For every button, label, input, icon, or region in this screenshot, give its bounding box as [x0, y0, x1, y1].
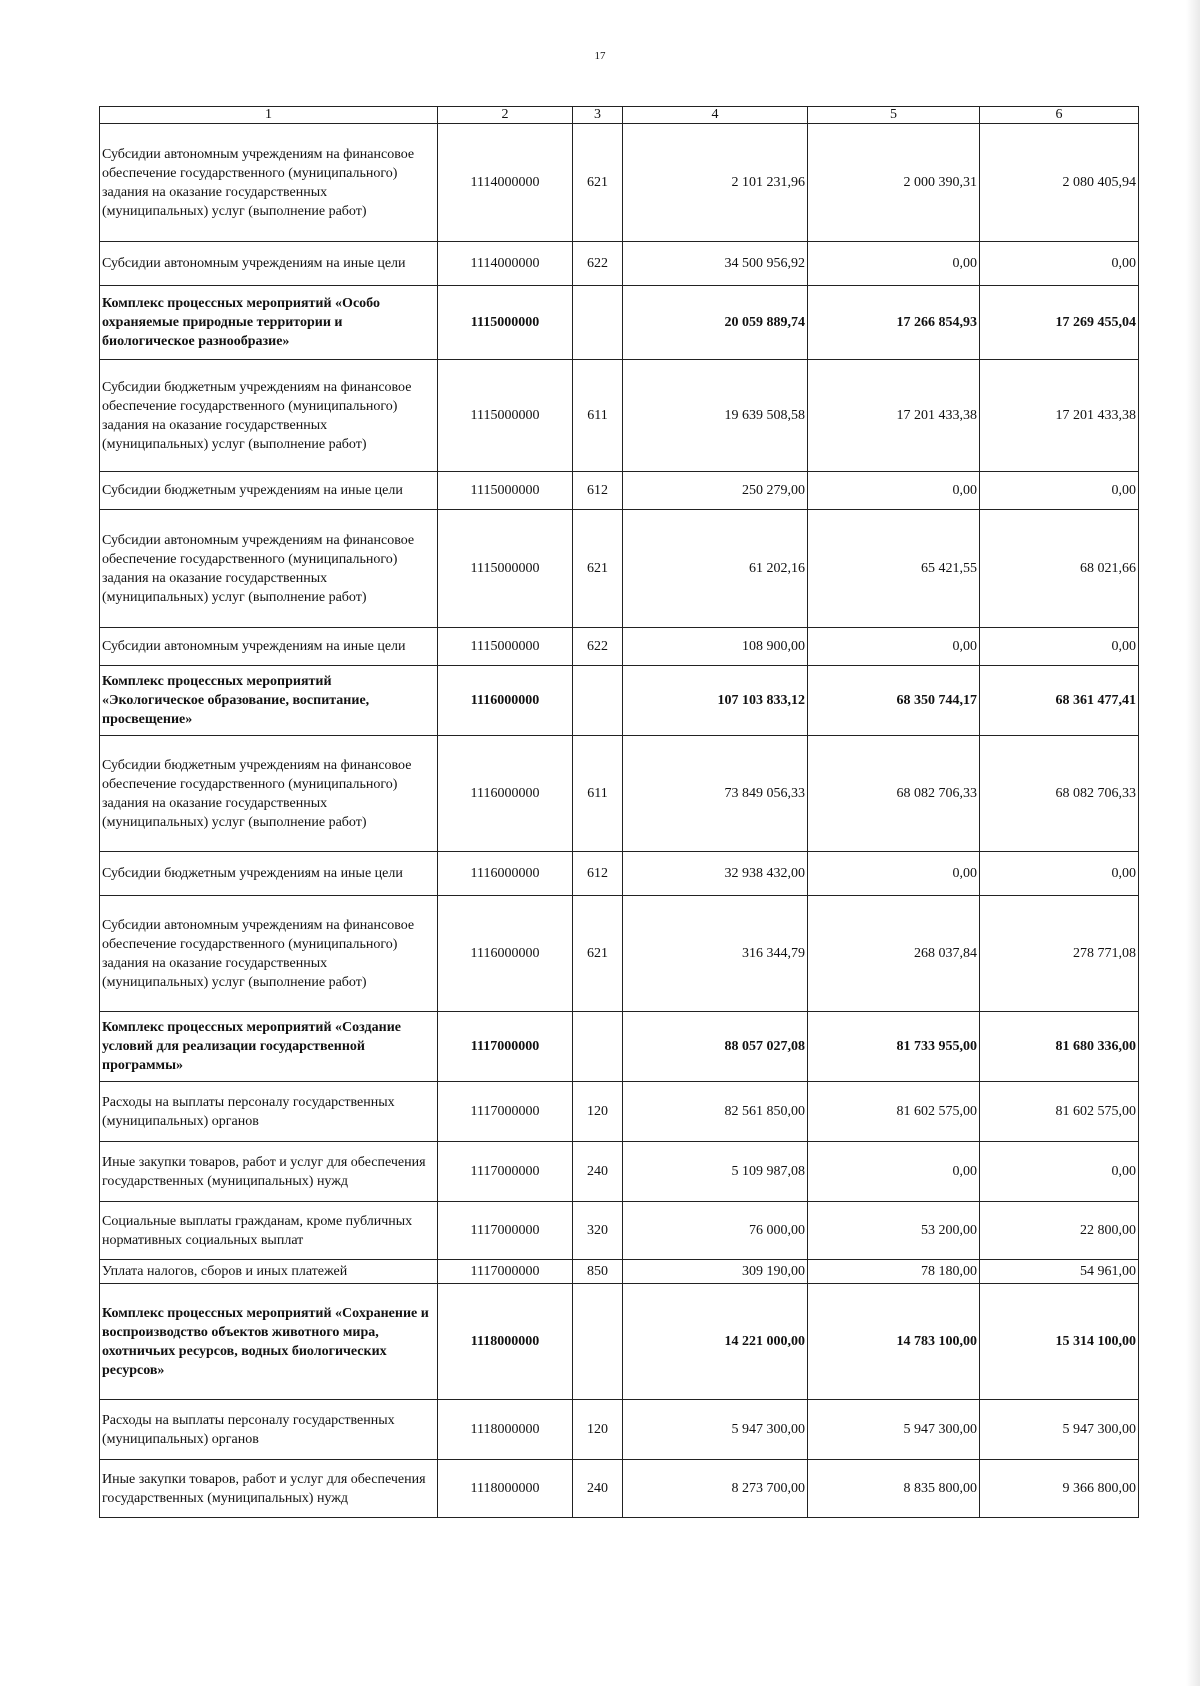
row-value-col5: 2 000 390,31	[808, 124, 980, 242]
row-name: Комплекс процессных мероприятий «Сохранение и воспроизводство объектов животного мира, охотничьих ресурсов, водных биологических ресурсов»	[100, 1284, 438, 1400]
table-row	[100, 1142, 1139, 1202]
row-code: 1115000000	[438, 286, 573, 360]
row-name: Субсидии бюджетным учреждениям на финансовое обеспечение государственного (муниципального) задания на оказание государственных (муниципальных) услуг (выполнение работ)	[100, 736, 438, 852]
table-row-complex	[100, 286, 1139, 360]
row-value-col6: 5 947 300,00	[980, 1400, 1139, 1460]
page-number: 17	[594, 50, 606, 62]
row-code: 1118000000	[438, 1400, 573, 1460]
row-value-col4: 309 190,00	[623, 1260, 808, 1284]
row-value-col4: 20 059 889,74	[623, 286, 808, 360]
row-name: Субсидии бюджетным учреждениям на иные цели	[100, 472, 438, 510]
row-value-col5: 0,00	[808, 1142, 980, 1202]
row-code: 1117000000	[438, 1202, 573, 1260]
row-expense-type: 240	[573, 1142, 623, 1202]
table-row	[100, 736, 1139, 852]
row-value-col5: 17 201 433,38	[808, 360, 980, 472]
row-value-col5: 5 947 300,00	[808, 1400, 980, 1460]
row-value-col5: 17 266 854,93	[808, 286, 980, 360]
row-value-col6: 17 201 433,38	[980, 360, 1139, 472]
row-name: Иные закупки товаров, работ и услуг для обеспечения государственных (муниципальных) нужд	[100, 1460, 438, 1518]
row-expense-type	[573, 666, 623, 736]
row-code: 1118000000	[438, 1460, 573, 1518]
row-value-col4: 19 639 508,58	[623, 360, 808, 472]
row-value-col5: 8 835 800,00	[808, 1460, 980, 1518]
row-value-col6: 0,00	[980, 472, 1139, 510]
row-value-col6: 81 602 575,00	[980, 1082, 1139, 1142]
row-code: 1117000000	[438, 1260, 573, 1284]
column-header: 1	[100, 107, 438, 124]
table-row-complex	[100, 1284, 1139, 1400]
table-row	[100, 628, 1139, 666]
row-expense-type	[573, 1284, 623, 1400]
row-value-col5: 81 602 575,00	[808, 1082, 980, 1142]
row-expense-type: 240	[573, 1460, 623, 1518]
row-code: 1116000000	[438, 736, 573, 852]
row-name: Субсидии бюджетным учреждениям на иные цели	[100, 852, 438, 896]
row-value-col6: 9 366 800,00	[980, 1460, 1139, 1518]
row-expense-type: 320	[573, 1202, 623, 1260]
column-header: 5	[808, 107, 980, 124]
table-row	[100, 1460, 1139, 1518]
row-value-col4: 61 202,16	[623, 510, 808, 628]
row-value-col6: 0,00	[980, 852, 1139, 896]
row-expense-type: 621	[573, 896, 623, 1012]
row-value-col4: 316 344,79	[623, 896, 808, 1012]
row-expense-type	[573, 286, 623, 360]
row-code: 1118000000	[438, 1284, 573, 1400]
row-value-col5: 0,00	[808, 472, 980, 510]
row-value-col6: 22 800,00	[980, 1202, 1139, 1260]
row-expense-type: 120	[573, 1082, 623, 1142]
row-value-col4: 250 279,00	[623, 472, 808, 510]
table-row	[100, 242, 1139, 286]
row-code: 1117000000	[438, 1142, 573, 1202]
row-value-col4: 107 103 833,12	[623, 666, 808, 736]
row-expense-type: 621	[573, 124, 623, 242]
row-value-col5: 68 082 706,33	[808, 736, 980, 852]
table-row	[100, 896, 1139, 1012]
row-value-col4: 5 109 987,08	[623, 1142, 808, 1202]
row-name: Комплекс процессных мероприятий «Особо охраняемые природные территории и биологическое разнообразие»	[100, 286, 438, 360]
table-row	[100, 472, 1139, 510]
row-expense-type: 611	[573, 360, 623, 472]
row-code: 1117000000	[438, 1012, 573, 1082]
row-code: 1114000000	[438, 242, 573, 286]
row-name: Субсидии автономным учреждениям на финансовое обеспечение государственного (муниципального) задания на оказание государственных (муниципальных) услуг (выполнение работ)	[100, 896, 438, 1012]
row-name: Расходы на выплаты персоналу государственных (муниципальных) органов	[100, 1082, 438, 1142]
row-value-col5: 268 037,84	[808, 896, 980, 1012]
budget-table	[99, 106, 1139, 1518]
row-value-col6: 0,00	[980, 628, 1139, 666]
row-value-col6: 68 082 706,33	[980, 736, 1139, 852]
row-code: 1115000000	[438, 510, 573, 628]
row-value-col6: 2 080 405,94	[980, 124, 1139, 242]
row-value-col6: 15 314 100,00	[980, 1284, 1139, 1400]
row-code: 1117000000	[438, 1082, 573, 1142]
row-value-col6: 81 680 336,00	[980, 1012, 1139, 1082]
row-code: 1116000000	[438, 666, 573, 736]
row-expense-type: 850	[573, 1260, 623, 1284]
table-row	[100, 1082, 1139, 1142]
row-value-col5: 78 180,00	[808, 1260, 980, 1284]
row-value-col5: 0,00	[808, 852, 980, 896]
row-code: 1115000000	[438, 628, 573, 666]
column-header: 4	[623, 107, 808, 124]
row-value-col6: 0,00	[980, 242, 1139, 286]
row-name: Комплекс процессных мероприятий «Экологическое образование, воспитание, просвещение»	[100, 666, 438, 736]
row-value-col4: 14 221 000,00	[623, 1284, 808, 1400]
row-name: Субсидии автономным учреждениям на финансовое обеспечение государственного (муниципального) задания на оказание государственных (муниципальных) услуг (выполнение работ)	[100, 510, 438, 628]
row-name: Субсидии автономным учреждениям на иные цели	[100, 628, 438, 666]
row-value-col4: 8 273 700,00	[623, 1460, 808, 1518]
row-value-col4: 76 000,00	[623, 1202, 808, 1260]
column-header: 2	[438, 107, 573, 124]
row-expense-type	[573, 1012, 623, 1082]
row-name: Субсидии автономным учреждениям на иные цели	[100, 242, 438, 286]
row-value-col4: 34 500 956,92	[623, 242, 808, 286]
row-code: 1116000000	[438, 896, 573, 1012]
table-row	[100, 510, 1139, 628]
row-name: Субсидии бюджетным учреждениям на финансовое обеспечение государственного (муниципального) задания на оказание государственных (муниципальных) услуг (выполнение работ)	[100, 360, 438, 472]
header-row	[100, 107, 1139, 124]
row-value-col4: 73 849 056,33	[623, 736, 808, 852]
row-value-col5: 81 733 955,00	[808, 1012, 980, 1082]
row-expense-type: 120	[573, 1400, 623, 1460]
row-value-col4: 5 947 300,00	[623, 1400, 808, 1460]
row-value-col5: 14 783 100,00	[808, 1284, 980, 1400]
row-value-col6: 68 021,66	[980, 510, 1139, 628]
column-header: 3	[573, 107, 623, 124]
table-row-complex	[100, 1012, 1139, 1082]
row-expense-type: 622	[573, 242, 623, 286]
row-value-col4: 88 057 027,08	[623, 1012, 808, 1082]
row-code: 1116000000	[438, 852, 573, 896]
row-value-col6: 0,00	[980, 1142, 1139, 1202]
row-value-col4: 82 561 850,00	[623, 1082, 808, 1142]
table-row	[100, 1260, 1139, 1284]
row-code: 1114000000	[438, 124, 573, 242]
row-value-col6: 68 361 477,41	[980, 666, 1139, 736]
table-row	[100, 852, 1139, 896]
row-name: Комплекс процессных мероприятий «Создание условий для реализации государственной программы»	[100, 1012, 438, 1082]
row-value-col6: 17 269 455,04	[980, 286, 1139, 360]
row-name: Социальные выплаты гражданам, кроме публичных нормативных социальных выплат	[100, 1202, 438, 1260]
table-row	[100, 124, 1139, 242]
row-value-col5: 0,00	[808, 242, 980, 286]
table-row	[100, 360, 1139, 472]
row-name: Иные закупки товаров, работ и услуг для обеспечения государственных (муниципальных) нужд	[100, 1142, 438, 1202]
row-expense-type: 622	[573, 628, 623, 666]
column-header: 6	[980, 107, 1139, 124]
table-row-complex	[100, 666, 1139, 736]
row-value-col4: 32 938 432,00	[623, 852, 808, 896]
row-value-col5: 68 350 744,17	[808, 666, 980, 736]
row-expense-type: 612	[573, 472, 623, 510]
row-value-col5: 0,00	[808, 628, 980, 666]
row-expense-type: 611	[573, 736, 623, 852]
row-value-col5: 53 200,00	[808, 1202, 980, 1260]
row-value-col6: 54 961,00	[980, 1260, 1139, 1284]
row-name: Субсидии автономным учреждениям на финансовое обеспечение государственного (муниципального) задания на оказание государственных (муниципальных) услуг (выполнение работ)	[100, 124, 438, 242]
row-name: Уплата налогов, сборов и иных платежей	[100, 1260, 438, 1284]
row-code: 1115000000	[438, 472, 573, 510]
row-name: Расходы на выплаты персоналу государственных (муниципальных) органов	[100, 1400, 438, 1460]
row-value-col4: 2 101 231,96	[623, 124, 808, 242]
row-value-col6: 278 771,08	[980, 896, 1139, 1012]
table-row	[100, 1400, 1139, 1460]
row-expense-type: 621	[573, 510, 623, 628]
row-code: 1115000000	[438, 360, 573, 472]
row-value-col4: 108 900,00	[623, 628, 808, 666]
row-value-col5: 65 421,55	[808, 510, 980, 628]
scan-edge	[1186, 0, 1200, 1686]
row-expense-type: 612	[573, 852, 623, 896]
table-row	[100, 1202, 1139, 1260]
